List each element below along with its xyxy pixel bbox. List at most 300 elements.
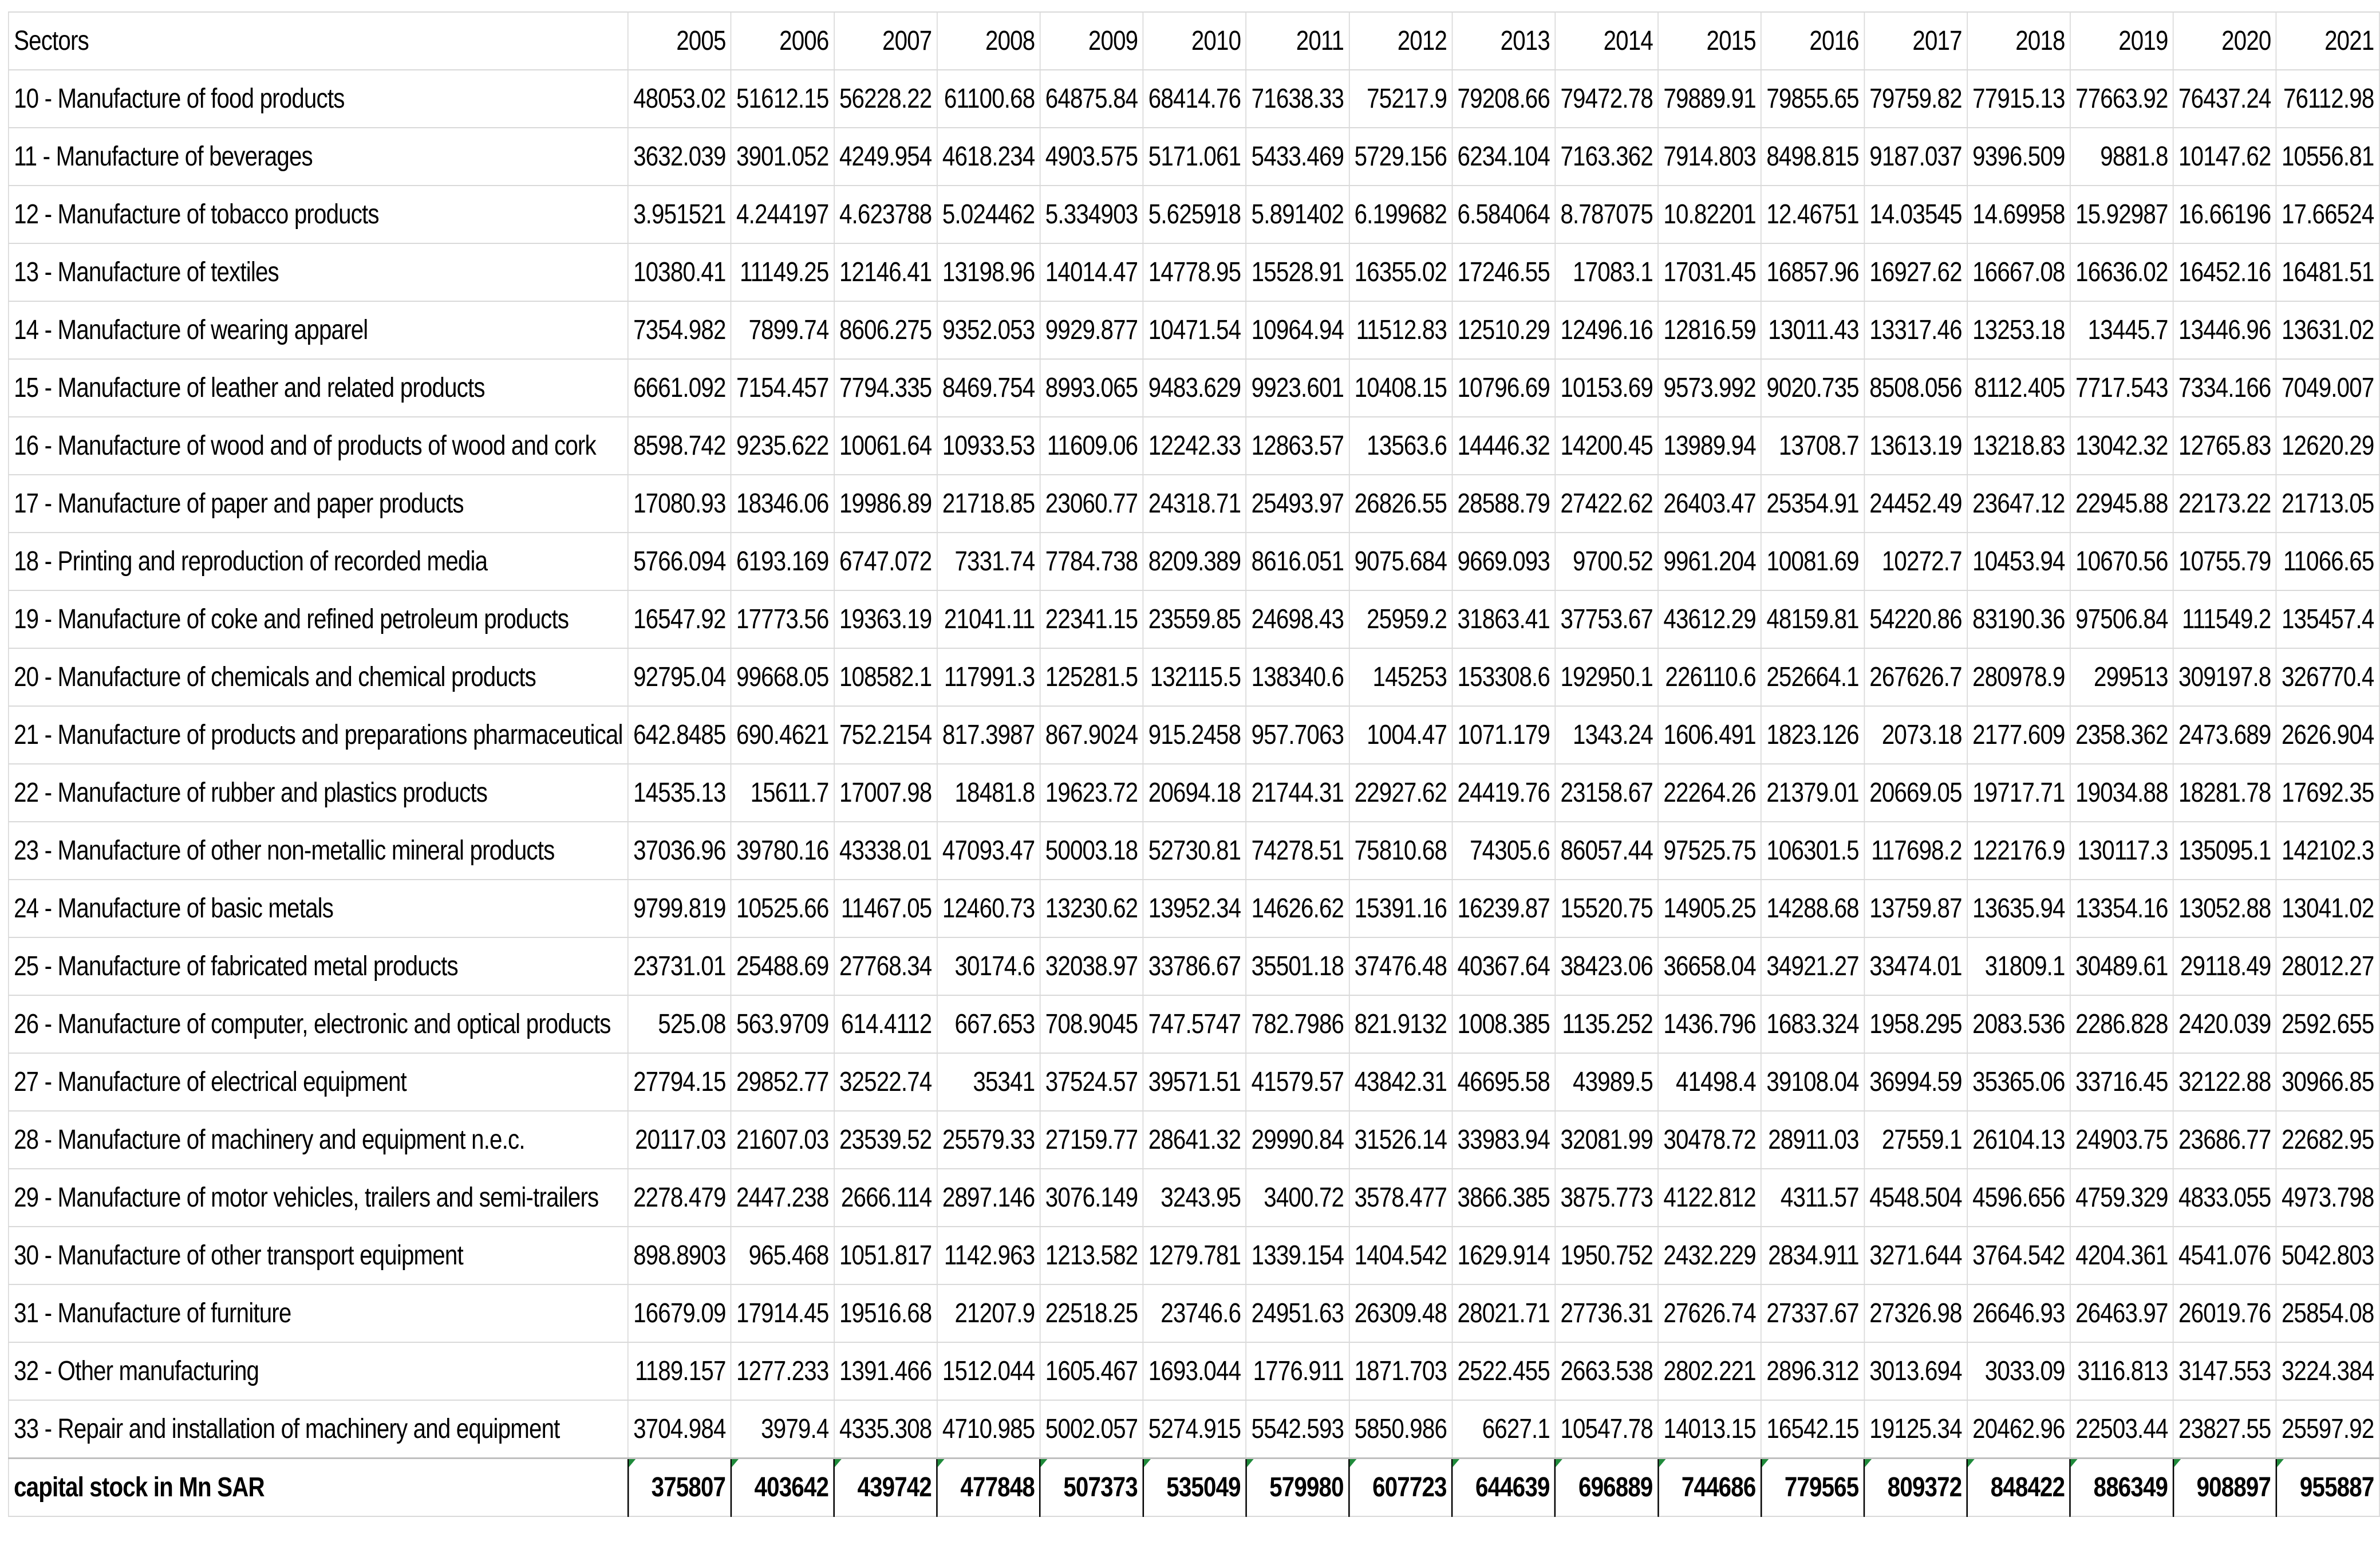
value-cell[interactable]: 74305.6: [1452, 822, 1555, 880]
value-cell[interactable]: 17080.93: [628, 475, 731, 533]
value-cell[interactable]: 11609.06: [1040, 417, 1143, 475]
column-header-year[interactable]: 2016: [1761, 12, 1864, 70]
value-cell[interactable]: 18346.06: [731, 475, 834, 533]
value-cell[interactable]: 4249.954: [834, 128, 937, 186]
value-cell[interactable]: 17007.98: [834, 764, 937, 822]
value-cell[interactable]: 4596.656: [1967, 1169, 2070, 1227]
error-indicator-icon[interactable]: [938, 1459, 945, 1467]
value-cell[interactable]: 3243.95: [1143, 1169, 1246, 1227]
value-cell[interactable]: 690.4621: [731, 706, 834, 764]
value-cell[interactable]: 17914.45: [731, 1284, 834, 1342]
sector-name-cell[interactable]: 26 - Manufacture of computer, electronic and optical products: [9, 995, 628, 1053]
sector-name-cell[interactable]: 14 - Manufacture of wearing apparel: [9, 301, 628, 359]
value-cell[interactable]: 2666.114: [834, 1169, 937, 1227]
value-cell[interactable]: 4.244197: [731, 186, 834, 243]
value-cell[interactable]: 32038.97: [1040, 937, 1143, 995]
column-header-year[interactable]: 2007: [834, 12, 937, 70]
value-cell[interactable]: 1071.179: [1452, 706, 1555, 764]
total-value-cell[interactable]: 439742: [834, 1459, 937, 1517]
value-cell[interactable]: 32522.74: [834, 1053, 937, 1111]
value-cell[interactable]: 13253.18: [1967, 301, 2070, 359]
value-cell[interactable]: 48159.81: [1761, 590, 1864, 648]
value-cell[interactable]: 15391.16: [1349, 880, 1452, 937]
value-cell[interactable]: 54220.86: [1864, 590, 1967, 648]
total-value-cell[interactable]: 696889: [1555, 1459, 1658, 1517]
value-cell[interactable]: 8209.389: [1143, 533, 1246, 590]
value-cell[interactable]: 21718.85: [937, 475, 1040, 533]
value-cell[interactable]: 2592.655: [2276, 995, 2379, 1053]
value-cell[interactable]: 26826.55: [1349, 475, 1452, 533]
value-cell[interactable]: 12496.16: [1555, 301, 1658, 359]
value-cell[interactable]: 252664.1: [1761, 648, 1864, 706]
value-cell[interactable]: 915.2458: [1143, 706, 1246, 764]
value-cell[interactable]: 52730.81: [1143, 822, 1246, 880]
value-cell[interactable]: 21607.03: [731, 1111, 834, 1169]
value-cell[interactable]: 27794.15: [628, 1053, 731, 1111]
value-cell[interactable]: 24318.71: [1143, 475, 1246, 533]
sector-name-cell[interactable]: 29 - Manufacture of motor vehicles, trailers and semi-trailers: [9, 1169, 628, 1227]
sector-name-cell[interactable]: 33 - Repair and installation of machinery and equipment: [9, 1400, 628, 1459]
value-cell[interactable]: 31526.14: [1349, 1111, 1452, 1169]
value-cell[interactable]: 10556.81: [2276, 128, 2379, 186]
column-header-year[interactable]: 2008: [937, 12, 1040, 70]
value-cell[interactable]: 12460.73: [937, 880, 1040, 937]
value-cell[interactable]: 13759.87: [1864, 880, 1967, 937]
value-cell[interactable]: 35501.18: [1246, 937, 1349, 995]
value-cell[interactable]: 15.92987: [2070, 186, 2173, 243]
column-header-year[interactable]: 2021: [2276, 12, 2379, 70]
value-cell[interactable]: 16481.51: [2276, 243, 2379, 301]
value-cell[interactable]: 11467.05: [834, 880, 937, 937]
value-cell[interactable]: 29118.49: [2173, 937, 2276, 995]
value-cell[interactable]: 5274.915: [1143, 1400, 1246, 1459]
value-cell[interactable]: 1142.963: [937, 1227, 1040, 1284]
value-cell[interactable]: 4548.504: [1864, 1169, 1967, 1227]
value-cell[interactable]: 33716.45: [2070, 1053, 2173, 1111]
value-cell[interactable]: 10525.66: [731, 880, 834, 937]
total-value-cell[interactable]: 375807: [628, 1459, 731, 1517]
value-cell[interactable]: 1950.752: [1555, 1227, 1658, 1284]
value-cell[interactable]: 122176.9: [1967, 822, 2070, 880]
sector-name-cell[interactable]: 15 - Manufacture of leather and related products: [9, 359, 628, 417]
column-header-year[interactable]: 2015: [1658, 12, 1761, 70]
value-cell[interactable]: 13041.02: [2276, 880, 2379, 937]
value-cell[interactable]: 12863.57: [1246, 417, 1349, 475]
value-cell[interactable]: 1776.911: [1246, 1342, 1349, 1400]
value-cell[interactable]: 23060.77: [1040, 475, 1143, 533]
value-cell[interactable]: 6661.092: [628, 359, 731, 417]
total-value-cell[interactable]: 886349: [2070, 1459, 2173, 1517]
value-cell[interactable]: 13011.43: [1761, 301, 1864, 359]
value-cell[interactable]: 24452.49: [1864, 475, 1967, 533]
value-cell[interactable]: 27326.98: [1864, 1284, 1967, 1342]
value-cell[interactable]: 1008.385: [1452, 995, 1555, 1053]
value-cell[interactable]: 9187.037: [1864, 128, 1967, 186]
value-cell[interactable]: 1606.491: [1658, 706, 1761, 764]
value-cell[interactable]: 3116.813: [2070, 1342, 2173, 1400]
value-cell[interactable]: 75217.9: [1349, 70, 1452, 128]
value-cell[interactable]: 8993.065: [1040, 359, 1143, 417]
value-cell[interactable]: 6.199682: [1349, 186, 1452, 243]
value-cell[interactable]: 3875.773: [1555, 1169, 1658, 1227]
value-cell[interactable]: 15520.75: [1555, 880, 1658, 937]
error-indicator-icon[interactable]: [2071, 1459, 2078, 1467]
total-value-cell[interactable]: 809372: [1864, 1459, 1967, 1517]
value-cell[interactable]: 76437.24: [2173, 70, 2276, 128]
value-cell[interactable]: 14200.45: [1555, 417, 1658, 475]
value-cell[interactable]: 34921.27: [1761, 937, 1864, 995]
value-cell[interactable]: 26646.93: [1967, 1284, 2070, 1342]
value-cell[interactable]: 68414.76: [1143, 70, 1246, 128]
value-cell[interactable]: 4.623788: [834, 186, 937, 243]
value-cell[interactable]: 13446.96: [2173, 301, 2276, 359]
value-cell[interactable]: 86057.44: [1555, 822, 1658, 880]
value-cell[interactable]: 10670.56: [2070, 533, 2173, 590]
column-header-year[interactable]: 2013: [1452, 12, 1555, 70]
value-cell[interactable]: 22503.44: [2070, 1400, 2173, 1459]
value-cell[interactable]: 23539.52: [834, 1111, 937, 1169]
value-cell[interactable]: 39780.16: [731, 822, 834, 880]
value-cell[interactable]: 28911.03: [1761, 1111, 1864, 1169]
value-cell[interactable]: 24698.43: [1246, 590, 1349, 648]
value-cell[interactable]: 3764.542: [1967, 1227, 2070, 1284]
value-cell[interactable]: 19986.89: [834, 475, 937, 533]
value-cell[interactable]: 30489.61: [2070, 937, 2173, 995]
error-indicator-icon[interactable]: [1247, 1459, 1254, 1467]
value-cell[interactable]: 10081.69: [1761, 533, 1864, 590]
value-cell[interactable]: 11066.65: [2276, 533, 2379, 590]
value-cell[interactable]: 30966.85: [2276, 1053, 2379, 1111]
column-header-sectors[interactable]: Sectors: [9, 12, 628, 70]
value-cell[interactable]: 23647.12: [1967, 475, 2070, 533]
value-cell[interactable]: 6627.1: [1452, 1400, 1555, 1459]
value-cell[interactable]: 2473.689: [2173, 706, 2276, 764]
value-cell[interactable]: 28021.71: [1452, 1284, 1555, 1342]
value-cell[interactable]: 7794.335: [834, 359, 937, 417]
value-cell[interactable]: 108582.1: [834, 648, 937, 706]
value-cell[interactable]: 898.8903: [628, 1227, 731, 1284]
value-cell[interactable]: 61100.68: [937, 70, 1040, 128]
value-cell[interactable]: 35341: [937, 1053, 1040, 1111]
value-cell[interactable]: 37753.67: [1555, 590, 1658, 648]
value-cell[interactable]: 64875.84: [1040, 70, 1143, 128]
value-cell[interactable]: 21379.01: [1761, 764, 1864, 822]
value-cell[interactable]: 25493.97: [1246, 475, 1349, 533]
value-cell[interactable]: 27159.77: [1040, 1111, 1143, 1169]
value-cell[interactable]: 8508.056: [1864, 359, 1967, 417]
value-cell[interactable]: 2358.362: [2070, 706, 2173, 764]
error-indicator-icon[interactable]: [629, 1459, 636, 1467]
value-cell[interactable]: 13563.6: [1349, 417, 1452, 475]
value-cell[interactable]: 26019.76: [2173, 1284, 2276, 1342]
value-cell[interactable]: 22945.88: [2070, 475, 2173, 533]
value-cell[interactable]: 13445.7: [2070, 301, 2173, 359]
value-cell[interactable]: 1512.044: [937, 1342, 1040, 1400]
value-cell[interactable]: 79472.78: [1555, 70, 1658, 128]
value-cell[interactable]: 79855.65: [1761, 70, 1864, 128]
value-cell[interactable]: 9020.735: [1761, 359, 1864, 417]
value-cell[interactable]: 27559.1: [1864, 1111, 1967, 1169]
sector-name-cell[interactable]: 24 - Manufacture of basic metals: [9, 880, 628, 937]
value-cell[interactable]: 10547.78: [1555, 1400, 1658, 1459]
value-cell[interactable]: 9923.601: [1246, 359, 1349, 417]
value-cell[interactable]: 17031.45: [1658, 243, 1761, 301]
value-cell[interactable]: 4903.575: [1040, 128, 1143, 186]
value-cell[interactable]: 21207.9: [937, 1284, 1040, 1342]
value-cell[interactable]: 153308.6: [1452, 648, 1555, 706]
value-cell[interactable]: 9799.819: [628, 880, 731, 937]
value-cell[interactable]: 1605.467: [1040, 1342, 1143, 1400]
value-cell[interactable]: 821.9132: [1349, 995, 1452, 1053]
value-cell[interactable]: 23746.6: [1143, 1284, 1246, 1342]
value-cell[interactable]: 130117.3: [2070, 822, 2173, 880]
value-cell[interactable]: 16679.09: [628, 1284, 731, 1342]
value-cell[interactable]: 14778.95: [1143, 243, 1246, 301]
value-cell[interactable]: 7163.362: [1555, 128, 1658, 186]
column-header-year[interactable]: 2011: [1246, 12, 1349, 70]
value-cell[interactable]: 192950.1: [1555, 648, 1658, 706]
value-cell[interactable]: 3033.09: [1967, 1342, 2070, 1400]
value-cell[interactable]: 2420.039: [2173, 995, 2276, 1053]
column-header-year[interactable]: 2018: [1967, 12, 2070, 70]
value-cell[interactable]: 32081.99: [1555, 1111, 1658, 1169]
value-cell[interactable]: 12816.59: [1658, 301, 1761, 359]
value-cell[interactable]: 132115.5: [1143, 648, 1246, 706]
value-cell[interactable]: 10933.53: [937, 417, 1040, 475]
value-cell[interactable]: 16355.02: [1349, 243, 1452, 301]
value-cell[interactable]: 39571.51: [1143, 1053, 1246, 1111]
value-cell[interactable]: 7331.74: [937, 533, 1040, 590]
value-cell[interactable]: 563.9709: [731, 995, 834, 1053]
total-value-cell[interactable]: 507373: [1040, 1459, 1143, 1517]
value-cell[interactable]: 13198.96: [937, 243, 1040, 301]
value-cell[interactable]: 18481.8: [937, 764, 1040, 822]
value-cell[interactable]: 1436.796: [1658, 995, 1761, 1053]
value-cell[interactable]: 36658.04: [1658, 937, 1761, 995]
sector-name-cell[interactable]: 11 - Manufacture of beverages: [9, 128, 628, 186]
error-indicator-icon[interactable]: [732, 1459, 739, 1467]
column-header-year[interactable]: 2006: [731, 12, 834, 70]
value-cell[interactable]: 97525.75: [1658, 822, 1761, 880]
value-cell[interactable]: 17773.56: [731, 590, 834, 648]
value-cell[interactable]: 23559.85: [1143, 590, 1246, 648]
value-cell[interactable]: 667.653: [937, 995, 1040, 1053]
value-cell[interactable]: 14446.32: [1452, 417, 1555, 475]
value-cell[interactable]: 6.584064: [1452, 186, 1555, 243]
value-cell[interactable]: 41579.57: [1246, 1053, 1349, 1111]
value-cell[interactable]: 1404.542: [1349, 1227, 1452, 1284]
value-cell[interactable]: 37036.96: [628, 822, 731, 880]
total-label-cell[interactable]: capital stock in Mn SAR: [9, 1459, 628, 1517]
value-cell[interactable]: 19034.88: [2070, 764, 2173, 822]
value-cell[interactable]: 5.891402: [1246, 186, 1349, 243]
error-indicator-icon[interactable]: [2277, 1459, 2284, 1467]
value-cell[interactable]: 5850.986: [1349, 1400, 1452, 1459]
value-cell[interactable]: 7784.738: [1040, 533, 1143, 590]
column-header-year[interactable]: 2005: [628, 12, 731, 70]
value-cell[interactable]: 3271.644: [1864, 1227, 1967, 1284]
value-cell[interactable]: 1277.233: [731, 1342, 834, 1400]
value-cell[interactable]: 75810.68: [1349, 822, 1452, 880]
sector-name-cell[interactable]: 21 - Manufacture of products and preparations pharmaceutical: [9, 706, 628, 764]
sector-name-cell[interactable]: 10 - Manufacture of food products: [9, 70, 628, 128]
total-value-cell[interactable]: 477848: [937, 1459, 1040, 1517]
value-cell[interactable]: 74278.51: [1246, 822, 1349, 880]
value-cell[interactable]: 40367.64: [1452, 937, 1555, 995]
column-header-year[interactable]: 2019: [2070, 12, 2173, 70]
value-cell[interactable]: 2522.455: [1452, 1342, 1555, 1400]
value-cell[interactable]: 16547.92: [628, 590, 731, 648]
value-cell[interactable]: 24419.76: [1452, 764, 1555, 822]
error-indicator-icon[interactable]: [1556, 1459, 1562, 1467]
value-cell[interactable]: 26104.13: [1967, 1111, 2070, 1169]
value-cell[interactable]: 1004.47: [1349, 706, 1452, 764]
value-cell[interactable]: 20669.05: [1864, 764, 1967, 822]
value-cell[interactable]: 614.4112: [834, 995, 937, 1053]
value-cell[interactable]: 3013.694: [1864, 1342, 1967, 1400]
value-cell[interactable]: 13317.46: [1864, 301, 1967, 359]
value-cell[interactable]: 79208.66: [1452, 70, 1555, 128]
value-cell[interactable]: 1343.24: [1555, 706, 1658, 764]
value-cell[interactable]: 10408.15: [1349, 359, 1452, 417]
value-cell[interactable]: 26309.48: [1349, 1284, 1452, 1342]
value-cell[interactable]: 13354.16: [2070, 880, 2173, 937]
value-cell[interactable]: 27337.67: [1761, 1284, 1864, 1342]
error-indicator-icon[interactable]: [835, 1459, 842, 1467]
value-cell[interactable]: 47093.47: [937, 822, 1040, 880]
value-cell[interactable]: 1871.703: [1349, 1342, 1452, 1400]
total-value-cell[interactable]: 644639: [1452, 1459, 1555, 1517]
total-value-cell[interactable]: 848422: [1967, 1459, 2070, 1517]
value-cell[interactable]: 12620.29: [2276, 417, 2379, 475]
value-cell[interactable]: 5.024462: [937, 186, 1040, 243]
column-header-year[interactable]: 2020: [2173, 12, 2276, 70]
value-cell[interactable]: 25488.69: [731, 937, 834, 995]
value-cell[interactable]: 77915.13: [1967, 70, 2070, 128]
value-cell[interactable]: 2177.609: [1967, 706, 2070, 764]
value-cell[interactable]: 23827.55: [2173, 1400, 2276, 1459]
error-indicator-icon[interactable]: [1144, 1459, 1151, 1467]
value-cell[interactable]: 11149.25: [731, 243, 834, 301]
total-value-cell[interactable]: 607723: [1349, 1459, 1452, 1517]
value-cell[interactable]: 12510.29: [1452, 301, 1555, 359]
value-cell[interactable]: 1629.914: [1452, 1227, 1555, 1284]
value-cell[interactable]: 3578.477: [1349, 1169, 1452, 1227]
value-cell[interactable]: 38423.06: [1555, 937, 1658, 995]
value-cell[interactable]: 10964.94: [1246, 301, 1349, 359]
value-cell[interactable]: 2432.229: [1658, 1227, 1761, 1284]
value-cell[interactable]: 1339.154: [1246, 1227, 1349, 1284]
value-cell[interactable]: 1051.817: [834, 1227, 937, 1284]
error-indicator-icon[interactable]: [1350, 1459, 1357, 1467]
value-cell[interactable]: 2083.536: [1967, 995, 2070, 1053]
value-cell[interactable]: 15611.7: [731, 764, 834, 822]
value-cell[interactable]: 2896.312: [1761, 1342, 1864, 1400]
value-cell[interactable]: 13708.7: [1761, 417, 1864, 475]
value-cell[interactable]: 19717.71: [1967, 764, 2070, 822]
value-cell[interactable]: 46695.58: [1452, 1053, 1555, 1111]
value-cell[interactable]: 117991.3: [937, 648, 1040, 706]
value-cell[interactable]: 9929.877: [1040, 301, 1143, 359]
value-cell[interactable]: 135095.1: [2173, 822, 2276, 880]
value-cell[interactable]: 20462.96: [1967, 1400, 2070, 1459]
value-cell[interactable]: 7354.982: [628, 301, 731, 359]
value-cell[interactable]: 5433.469: [1246, 128, 1349, 186]
value-cell[interactable]: 19623.72: [1040, 764, 1143, 822]
value-cell[interactable]: 708.9045: [1040, 995, 1143, 1053]
value-cell[interactable]: 4618.234: [937, 128, 1040, 186]
column-header-year[interactable]: 2012: [1349, 12, 1452, 70]
value-cell[interactable]: 16667.08: [1967, 243, 2070, 301]
value-cell[interactable]: 14014.47: [1040, 243, 1143, 301]
value-cell[interactable]: 2663.538: [1555, 1342, 1658, 1400]
value-cell[interactable]: 4973.798: [2276, 1169, 2379, 1227]
value-cell[interactable]: 79889.91: [1658, 70, 1761, 128]
value-cell[interactable]: 2834.911: [1761, 1227, 1864, 1284]
value-cell[interactable]: 14905.25: [1658, 880, 1761, 937]
value-cell[interactable]: 4833.055: [2173, 1169, 2276, 1227]
value-cell[interactable]: 1189.157: [628, 1342, 731, 1400]
value-cell[interactable]: 111549.2: [2173, 590, 2276, 648]
sector-name-cell[interactable]: 20 - Manufacture of chemicals and chemical products: [9, 648, 628, 706]
value-cell[interactable]: 14288.68: [1761, 880, 1864, 937]
value-cell[interactable]: 10061.64: [834, 417, 937, 475]
error-indicator-icon[interactable]: [1968, 1459, 1975, 1467]
value-cell[interactable]: 37476.48: [1349, 937, 1452, 995]
value-cell[interactable]: 752.2154: [834, 706, 937, 764]
value-cell[interactable]: 17692.35: [2276, 764, 2379, 822]
column-header-year[interactable]: 2010: [1143, 12, 1246, 70]
value-cell[interactable]: 8469.754: [937, 359, 1040, 417]
error-indicator-icon[interactable]: [1762, 1459, 1769, 1467]
value-cell[interactable]: 15528.91: [1246, 243, 1349, 301]
total-value-cell[interactable]: 779565: [1761, 1459, 1864, 1517]
value-cell[interactable]: 39108.04: [1761, 1053, 1864, 1111]
column-header-year[interactable]: 2014: [1555, 12, 1658, 70]
sector-name-cell[interactable]: 30 - Manufacture of other transport equipment: [9, 1227, 628, 1284]
total-value-cell[interactable]: 744686: [1658, 1459, 1761, 1517]
value-cell[interactable]: 43338.01: [834, 822, 937, 880]
total-value-cell[interactable]: 535049: [1143, 1459, 1246, 1517]
value-cell[interactable]: 1391.466: [834, 1342, 937, 1400]
sector-name-cell[interactable]: 32 - Other manufacturing: [9, 1342, 628, 1400]
value-cell[interactable]: 2802.221: [1658, 1342, 1761, 1400]
value-cell[interactable]: 3866.385: [1452, 1169, 1555, 1227]
value-cell[interactable]: 28641.32: [1143, 1111, 1246, 1169]
value-cell[interactable]: 12242.33: [1143, 417, 1246, 475]
value-cell[interactable]: 4122.812: [1658, 1169, 1761, 1227]
value-cell[interactable]: 33983.94: [1452, 1111, 1555, 1169]
value-cell[interactable]: 22518.25: [1040, 1284, 1143, 1342]
value-cell[interactable]: 267626.7: [1864, 648, 1967, 706]
value-cell[interactable]: 43842.31: [1349, 1053, 1452, 1111]
value-cell[interactable]: 29852.77: [731, 1053, 834, 1111]
sector-name-cell[interactable]: 18 - Printing and reproduction of recorded media: [9, 533, 628, 590]
value-cell[interactable]: 2286.828: [2070, 995, 2173, 1053]
value-cell[interactable]: 5042.803: [2276, 1227, 2379, 1284]
value-cell[interactable]: 5729.156: [1349, 128, 1452, 186]
value-cell[interactable]: 3704.984: [628, 1400, 731, 1459]
value-cell[interactable]: 22341.15: [1040, 590, 1143, 648]
error-indicator-icon[interactable]: [1041, 1459, 1048, 1467]
value-cell[interactable]: 77663.92: [2070, 70, 2173, 128]
value-cell[interactable]: 3147.553: [2173, 1342, 2276, 1400]
value-cell[interactable]: 13218.83: [1967, 417, 2070, 475]
value-cell[interactable]: 23686.77: [2173, 1111, 2276, 1169]
sector-name-cell[interactable]: 17 - Manufacture of paper and paper products: [9, 475, 628, 533]
value-cell[interactable]: 43612.29: [1658, 590, 1761, 648]
value-cell[interactable]: 6193.169: [731, 533, 834, 590]
